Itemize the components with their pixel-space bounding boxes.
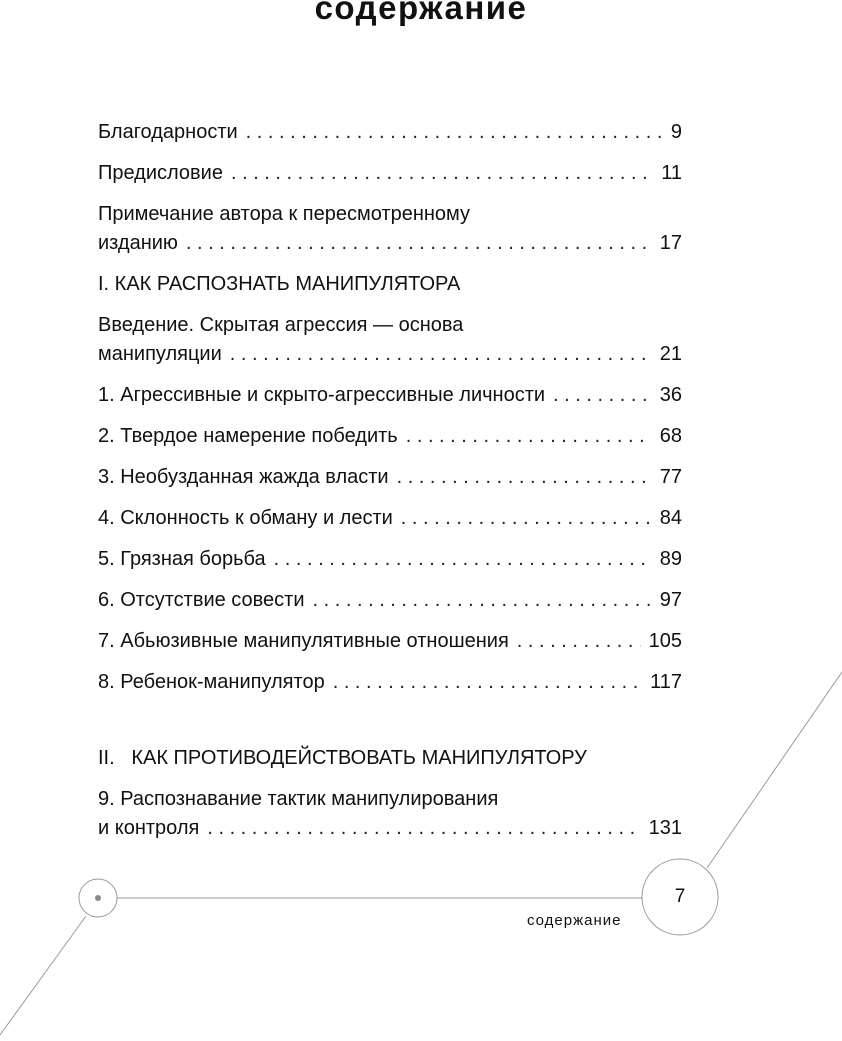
toc-entry-page: 97 — [659, 589, 682, 611]
toc-entry-page: 84 — [659, 507, 682, 529]
part-heading-1[interactable]: I. КАК РАСПОЗНАТЬ МАНИПУЛЯТОРА — [98, 273, 461, 295]
diagonal-line-left — [0, 916, 86, 1035]
toc-entry-title: Благодарности — [98, 121, 238, 143]
toc-entry-title: 8. Ребенок-манипулятор — [98, 671, 325, 693]
toc-entry-page: 17 — [659, 232, 682, 254]
dot-ornament — [95, 895, 101, 901]
page-title: содержание — [314, 0, 528, 26]
toc-entry-page: 36 — [659, 384, 682, 406]
toc-entry-page: 11 — [661, 162, 682, 184]
toc-entry-title: 6. Отсутствие совести — [98, 589, 305, 611]
page-number: 7 — [674, 886, 686, 907]
diagonal-line-right — [707, 672, 842, 868]
toc-entry-title: 7. Абьюзивные манипулятивные отношения — [98, 630, 509, 652]
toc-entry-title-cont: изданию — [98, 232, 178, 254]
toc-entry-page: 21 — [659, 343, 682, 365]
toc-entry-title: 9. Распознавание тактик манипулирования — [98, 788, 499, 810]
toc-entry-title-cont: и контроля — [98, 817, 200, 839]
toc-entry-title: 5. Грязная борьба — [98, 548, 266, 570]
toc-entry-title: 2. Твердое намерение победить — [98, 425, 398, 447]
toc-entry-title: Введение. Скрытая агрессия — основа — [98, 314, 464, 336]
toc-entry-page: 117 — [650, 671, 682, 693]
toc-entry-title: Примечание автора к пересмотренному — [98, 203, 471, 225]
toc-entry-page: 105 — [648, 630, 682, 652]
running-head: содержание — [527, 912, 622, 929]
toc-entry-page: 9 — [670, 121, 682, 143]
toc-entry-title: Предисловие — [98, 162, 223, 184]
toc-entry-title: 1. Агрессивные и скрыто-агрессивные личности — [98, 384, 546, 406]
toc-entry-page: 131 — [648, 817, 682, 839]
toc-entry-title: 4. Склонность к обману и лести — [98, 507, 393, 529]
toc-entry-title: 3. Необузданная жажда власти — [98, 466, 389, 488]
toc-entry-page: 68 — [659, 425, 682, 447]
part-heading-2[interactable]: II. КАК ПРОТИВОДЕЙСТВОВАТЬ МАНИПУЛЯТОРУ — [98, 747, 587, 769]
toc-entry-title-cont: манипуляции — [98, 343, 222, 365]
toc-entry-page: 89 — [659, 548, 682, 570]
toc-entry-page: 77 — [659, 466, 682, 488]
